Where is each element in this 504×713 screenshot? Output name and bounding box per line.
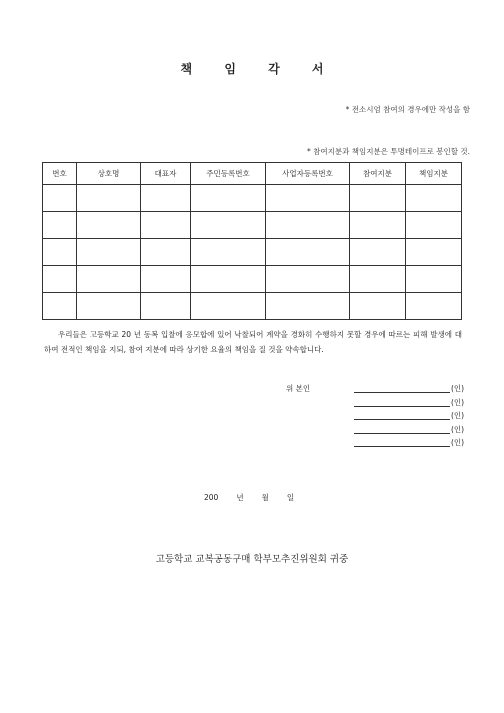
signature-line[interactable] [354, 383, 450, 393]
table-cell[interactable] [77, 266, 141, 293]
table-cell[interactable] [266, 266, 350, 293]
date-line [204, 492, 312, 503]
header-liability-share: 책임지분 [406, 163, 462, 185]
signer-row [286, 397, 476, 411]
table-cell[interactable] [350, 239, 406, 266]
header-company-name: 상호명 [77, 163, 141, 185]
table-row [43, 185, 462, 212]
table-cell[interactable] [43, 185, 77, 212]
seal-instruction-note: * 참여지분과 책임지분은 투명테이프로 봉인할 것. [307, 147, 470, 156]
table-cell[interactable] [191, 239, 266, 266]
table-cell[interactable] [141, 266, 191, 293]
signature-line[interactable] [354, 410, 450, 420]
table-cell[interactable] [77, 239, 141, 266]
signer-block [286, 383, 476, 451]
signer-row [286, 424, 476, 438]
table-cell[interactable] [406, 239, 462, 266]
signer-row [286, 383, 476, 397]
header-business-number: 사업자등록번호 [266, 163, 350, 185]
table-row [43, 239, 462, 266]
recipient-line: 고등학교 교복공동구매 학부모추진위원회 귀중 [155, 554, 349, 565]
signature-line[interactable] [354, 437, 450, 447]
table-cell[interactable] [350, 212, 406, 239]
seal-mark: (인) [451, 384, 465, 393]
table-row [43, 293, 462, 320]
table-header-row [43, 163, 462, 185]
table-cell[interactable] [266, 212, 350, 239]
seal-mark: (인) [451, 424, 465, 434]
table-row [43, 212, 462, 239]
table-cell[interactable] [350, 293, 406, 320]
table-cell[interactable] [43, 239, 77, 266]
table-cell[interactable] [406, 185, 462, 212]
table-cell[interactable] [191, 185, 266, 212]
date-year-unit: 년 [236, 493, 244, 502]
seal-mark: (인) [451, 438, 465, 447]
signature-line[interactable] [354, 424, 450, 434]
signature-line[interactable] [354, 397, 450, 407]
table-cell[interactable] [406, 266, 462, 293]
table-cell[interactable] [191, 293, 266, 320]
table-cell[interactable] [43, 212, 77, 239]
table-cell[interactable] [77, 212, 141, 239]
table-cell[interactable] [406, 212, 462, 239]
date-day-unit: 일 [286, 493, 295, 502]
consortium-note: * 전소시엄 참여의 경우에만 작성을 함 [345, 105, 470, 114]
header-resident-number: 주민등록번호 [191, 163, 266, 185]
table-cell[interactable] [266, 239, 350, 266]
table-cell[interactable] [406, 293, 462, 320]
table-cell[interactable] [141, 239, 191, 266]
table-cell[interactable] [77, 293, 141, 320]
date-year: 200 [204, 493, 219, 502]
seal-mark: (인) [451, 397, 465, 407]
header-participation-share: 참여지분 [350, 163, 406, 185]
table-cell[interactable] [43, 266, 77, 293]
participant-table [42, 162, 462, 320]
table-cell[interactable] [141, 185, 191, 212]
table-cell[interactable] [350, 266, 406, 293]
table-cell[interactable] [191, 212, 266, 239]
signer-label: 위 본인 [286, 384, 311, 393]
signer-row [286, 437, 476, 451]
document-title: 책 임 각 서 [180, 62, 338, 76]
table-cell[interactable] [77, 185, 141, 212]
table-cell[interactable] [141, 212, 191, 239]
table-cell[interactable] [43, 293, 77, 320]
signer-row [286, 410, 476, 424]
table-row [43, 266, 462, 293]
table-cell[interactable] [350, 185, 406, 212]
header-representative: 대표자 [141, 163, 191, 185]
pledge-statement: 우리들은 고등학교 20 년 동복 입찰에 응모합에 있어 낙찰되어 계약을 경화히 수행하지 못할 경우에 따르는 피해 발생에 대하여 전적인 책임을 지되, 참여 지분에 따라 상기한 요율의 책임을 질 것을 약속합니다. [44, 330, 462, 354]
table-cell[interactable] [141, 293, 191, 320]
table-cell[interactable] [266, 185, 350, 212]
seal-mark: (인) [451, 411, 465, 420]
table-cell[interactable] [191, 266, 266, 293]
date-month-unit: 월 [261, 493, 269, 502]
header-number: 번호 [43, 163, 77, 185]
table-cell[interactable] [266, 293, 350, 320]
